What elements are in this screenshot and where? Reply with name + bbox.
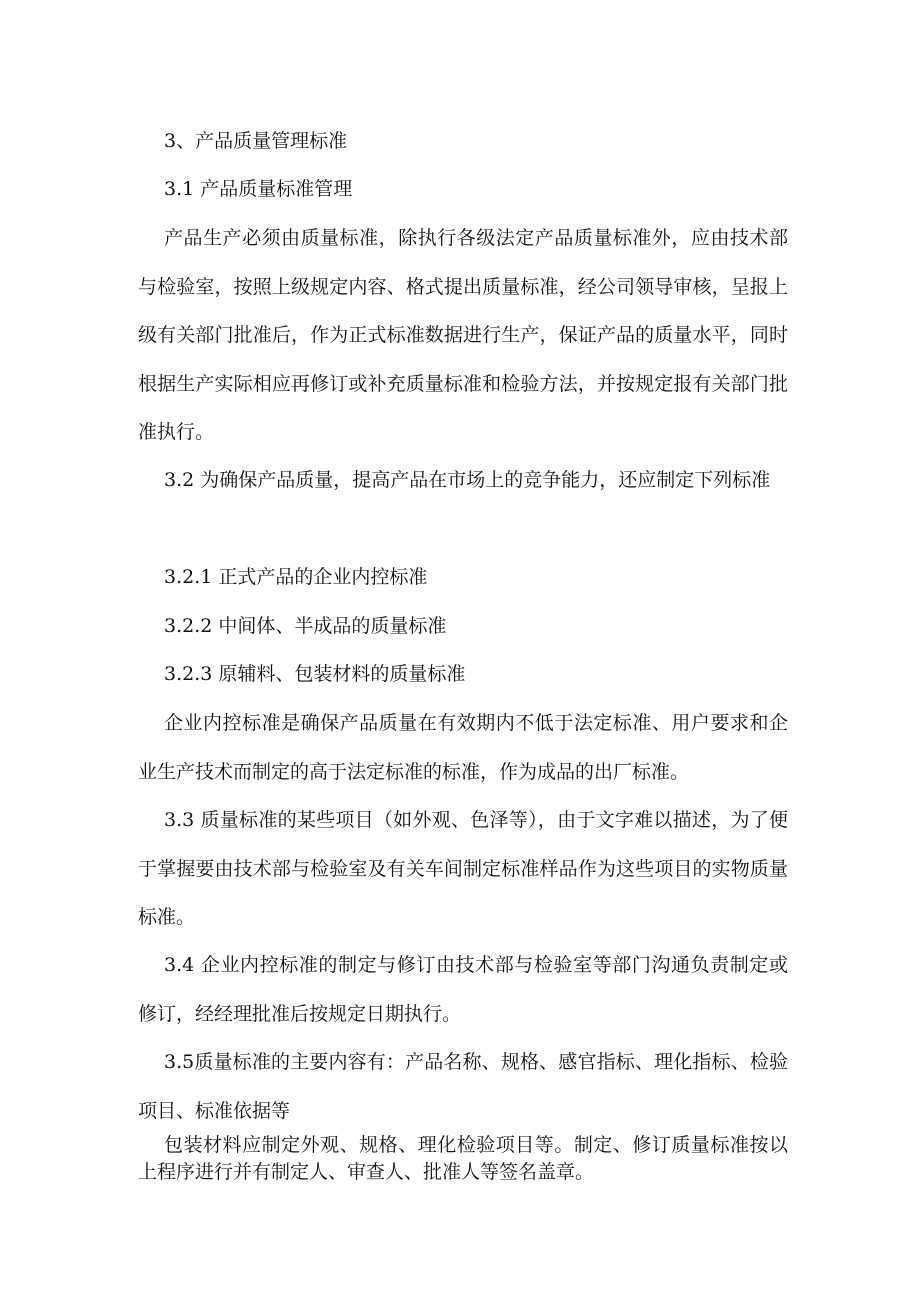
item-3-2-1: 3.2.1 正式产品的企业内控标准 <box>164 566 428 588</box>
paragraph-3-2: 3.2 为确保产品质量，提高产品在市场上的竞争能力，还应制定下列标准 <box>164 469 771 491</box>
paragraph-3-4: 3.4 企业内控标准的制定与修订由技术部与检验室等部门沟通负责制定或修订，经经理批准后按规定日期执行。 <box>138 954 788 1025</box>
paragraph-3-3: 3.3 质量标准的某些项目（如外观、色泽等），由于文字难以描述，为了便于掌握要由技术部与检验室及有关车间制定标准样品作为这些项目的实物质量标准。 <box>138 809 788 928</box>
paragraph-internal-standard: 企业内控标准是确保产品质量在有效期内不低于法定标准、用户要求和企业生产技术而制定的高于法定标准的标准，作为成品的出厂标准。 <box>138 712 788 783</box>
section-heading-3: 3、产品质量管理标准 <box>164 130 348 152</box>
paragraph-3-5: 3.5质量标准的主要内容有：产品名称、规格、感官指标、理化指标、检验项目、标准依据等 <box>138 1051 788 1122</box>
paragraph-packaging-materials: 包装材料应制定外观、规格、理化检验项目等。制定、修订质量标准按以上程序进行并有制定人、审查人、批准人等签名盖章。 <box>138 1134 788 1183</box>
item-3-2-3: 3.2.3 原辅料、包装材料的质量标准 <box>164 663 466 685</box>
item-3-2-2: 3.2.2 中间体、半成品的质量标准 <box>164 615 447 637</box>
subsection-heading-3-1: 3.1 产品质量标准管理 <box>164 178 353 200</box>
paragraph-3-1-body: 产品生产必须由质量标准，除执行各级法定产品质量标准外，应由技术部与检验室，按照上级规定内容、格式提出质量标准，经公司领导审核，呈报上级有关部门批准后，作为正式标准数据进行生产，保证产品的质量水平，同时根据生产实际相应再修订或补充质量标准和检验方法，并按规定报有关部门批准执行。 <box>138 227 788 443</box>
